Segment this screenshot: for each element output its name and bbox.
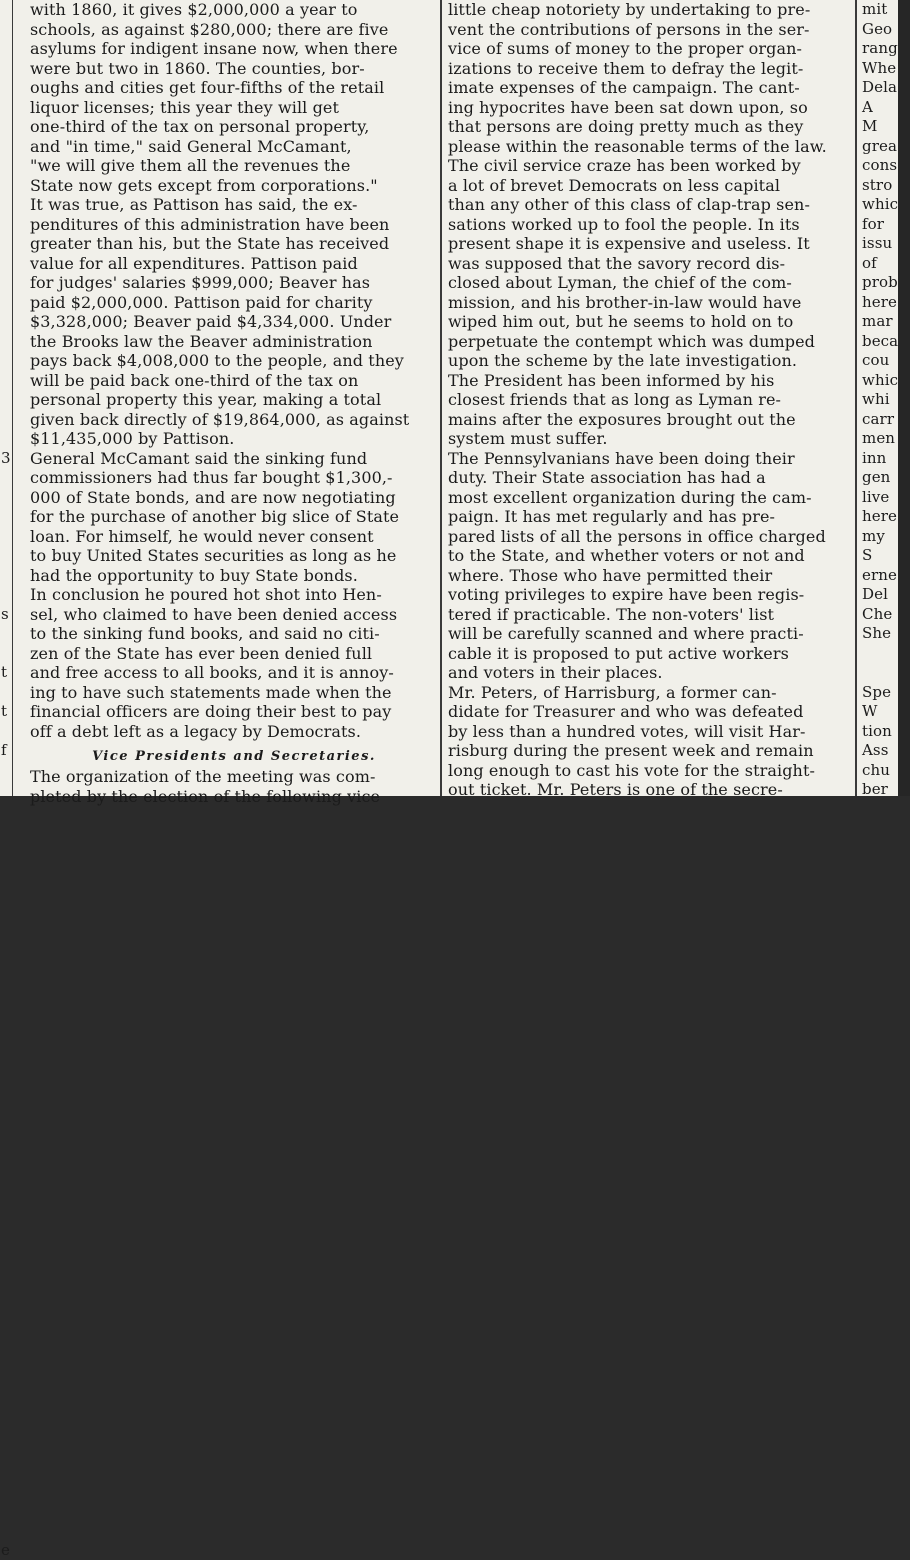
text-line: than any other of this class of clap-trap sen-: [448, 195, 851, 215]
margin-fragment: [0, 312, 12, 332]
text-line: duty. Their State association has had a: [448, 468, 851, 488]
margin-fragment: t: [0, 702, 12, 722]
text-line: Geo: [862, 20, 898, 40]
margin-fragment: [0, 390, 12, 410]
text-line: vice of sums of money to the proper organ-: [448, 39, 851, 59]
text-line: commissioners had thus far bought $1,300,-: [30, 468, 438, 488]
text-line: value for all expenditures. Pattison paid: [30, 254, 438, 274]
text-line: had the opportunity to buy State bonds.: [30, 566, 438, 586]
margin-fragment: [0, 722, 12, 742]
text-line: men: [862, 429, 898, 449]
margin-fragment: [0, 1346, 12, 1366]
margin-fragment: [0, 0, 12, 20]
text-line: prob: [862, 273, 898, 293]
right-column-fragment: [862, 0, 898, 800]
text-line: oughs and cities get four-fifths of the retail: [30, 78, 438, 98]
margin-fragment: [0, 1521, 12, 1541]
scan-edge: [898, 0, 910, 796]
margin-fragment: e: [0, 1541, 12, 1560]
text-line: chu: [862, 761, 898, 781]
margin-fragment: [0, 195, 12, 215]
margin-fragment: [0, 429, 12, 449]
margin-fragment: [0, 1131, 12, 1151]
margin-fragment: [0, 468, 12, 488]
text-line: tion: [862, 722, 898, 742]
text-line: most excellent organization during the cam-: [448, 488, 851, 508]
left-column: [30, 0, 438, 806]
margin-fragment: [0, 839, 12, 859]
text-line: wiped him out, but he seems to hold on to: [448, 312, 851, 332]
margin-fragment: [0, 371, 12, 391]
text-line: [862, 644, 898, 664]
text-line: inn: [862, 449, 898, 469]
text-line: carr: [862, 410, 898, 430]
margin-fragment: [0, 351, 12, 371]
text-line: cou: [862, 351, 898, 371]
text-line: voting privileges to expire have been regis-: [448, 585, 851, 605]
text-line: grea: [862, 137, 898, 157]
margin-fragment: f: [0, 741, 12, 761]
text-line: rang: [862, 39, 898, 59]
text-line: liquor licenses; this year they will get: [30, 98, 438, 118]
column-rule-1: [440, 0, 442, 796]
text-line: for: [862, 215, 898, 235]
text-line: and "in time," said General McCamant,: [30, 137, 438, 157]
margin-fragment: [0, 1190, 12, 1210]
margin-fragment: [0, 527, 12, 547]
margin-fragment: [0, 1092, 12, 1112]
margin-fragment: [0, 1170, 12, 1190]
text-line: perpetuate the contempt which was dumped: [448, 332, 851, 352]
text-line: Spe: [862, 683, 898, 703]
margin-fragment: [0, 936, 12, 956]
text-line: A: [862, 98, 898, 118]
margin-fragment: [0, 1034, 12, 1054]
text-line: didate for Treasurer and who was defeated: [448, 702, 851, 722]
text-line: vent the contributions of persons in the ser-: [448, 20, 851, 40]
margin-fragment: [0, 137, 12, 157]
text-line: whic: [862, 195, 898, 215]
text-line: The President has been informed by his: [448, 371, 851, 391]
middle-column: [448, 0, 851, 800]
margin-fragment: [0, 975, 12, 995]
margin-fragment: t: [0, 663, 12, 683]
margin-fragment: s: [0, 605, 12, 625]
text-line: cable it is proposed to put active workers: [448, 644, 851, 664]
text-line: imate expenses of the campaign. The cant-: [448, 78, 851, 98]
margin-fragment: [0, 1443, 12, 1463]
text-line: of: [862, 254, 898, 274]
text-line: system must suffer.: [448, 429, 851, 449]
text-line: Che: [862, 605, 898, 625]
text-line: Whe: [862, 59, 898, 79]
text-line: tered if practicable. The non-voters' list: [448, 605, 851, 625]
text-line: pared lists of all the persons in office charged: [448, 527, 851, 547]
text-line: pleted by the election of the following vice: [30, 787, 438, 807]
text-line: for judges' salaries $999,000; Beaver has: [30, 273, 438, 293]
text-line: paid $2,000,000. Pattison paid for charity: [30, 293, 438, 313]
margin-fragment: [0, 1502, 12, 1522]
text-line: "we will give them all the revenues the: [30, 156, 438, 176]
margin-fragment: [0, 1463, 12, 1483]
margin-fragment: [0, 156, 12, 176]
margin-fragment: [0, 20, 12, 40]
text-line: cons: [862, 156, 898, 176]
middle-column-text: [448, 0, 851, 800]
margin-fragment: [0, 819, 12, 839]
margin-fragment: [0, 897, 12, 917]
margin-fragment: 3: [0, 449, 12, 469]
margin-fragment: [0, 878, 12, 898]
margin-fragment: [0, 59, 12, 79]
text-line: It was true, as Pattison has said, the ex-: [30, 195, 438, 215]
text-line: gen: [862, 468, 898, 488]
text-line: personal property this year, making a total: [30, 390, 438, 410]
text-line: closest friends that as long as Lyman re-: [448, 390, 851, 410]
text-line: will be carefully scanned and where practi-: [448, 624, 851, 644]
text-line: [862, 663, 898, 683]
margin-fragment: [0, 1424, 12, 1444]
text-line: In conclusion he poured hot shot into Hen-: [30, 585, 438, 605]
margin-fragment: [0, 1014, 12, 1034]
margin-fragment: [0, 1229, 12, 1249]
margin-fragment: [0, 585, 12, 605]
margin-fragment: [0, 956, 12, 976]
text-line: one-third of the tax on personal property,: [30, 117, 438, 137]
column-rule-2: [855, 0, 857, 796]
text-line: to buy United States securities as long as he: [30, 546, 438, 566]
section-heading: Vice Presidents and Secretaries.: [30, 746, 438, 767]
text-line: The organization of the meeting was com-: [30, 767, 438, 787]
text-line: sel, who claimed to have been denied access: [30, 605, 438, 625]
text-line: mains after the exposures brought out the: [448, 410, 851, 430]
text-line: 000 of State bonds, and are now negotiating: [30, 488, 438, 508]
margin-fragment: [0, 1326, 12, 1346]
text-line: my: [862, 527, 898, 547]
margin-fragment: [0, 858, 12, 878]
margin-fragment: [0, 1112, 12, 1132]
text-line: here: [862, 293, 898, 313]
margin-fragment: [0, 1307, 12, 1327]
text-line: zen of the State has ever been denied full: [30, 644, 438, 664]
text-line: ing to have such statements made when the: [30, 683, 438, 703]
right-column-text: [862, 0, 898, 800]
text-line: stro: [862, 176, 898, 196]
margin-fragment: [0, 1404, 12, 1424]
left-edge-rule: [12, 0, 13, 796]
text-line: with 1860, it gives $2,000,000 a year to: [30, 0, 438, 20]
margin-fragment: [0, 254, 12, 274]
text-line: ing hypocrites have been sat down upon, so: [448, 98, 851, 118]
text-line: pays back $4,008,000 to the people, and they: [30, 351, 438, 371]
text-line: mit: [862, 0, 898, 20]
margin-fragment: [0, 1209, 12, 1229]
text-line: sations worked up to fool the people. In its: [448, 215, 851, 235]
margin-fragment: [0, 1073, 12, 1093]
text-line: $11,435,000 by Pattison.: [30, 429, 438, 449]
margin-fragment: [0, 683, 12, 703]
margin-fragment: [0, 176, 12, 196]
text-line: $3,328,000; Beaver paid $4,334,000. Under: [30, 312, 438, 332]
text-line: The civil service craze has been worked by: [448, 156, 851, 176]
text-line: to the sinking fund books, and said no citi-: [30, 624, 438, 644]
text-line: a lot of brevet Democrats on less capital: [448, 176, 851, 196]
text-line: S: [862, 546, 898, 566]
margin-fragment: [0, 800, 12, 820]
margin-fragment: [0, 761, 12, 781]
margin-fragment: [0, 546, 12, 566]
left-column-continued-text: [30, 767, 438, 806]
text-line: Del: [862, 585, 898, 605]
margin-fragment: [0, 1053, 12, 1073]
margin-fragment: [0, 644, 12, 664]
text-line: whic: [862, 371, 898, 391]
text-line: out ticket. Mr. Peters is one of the secre-: [448, 780, 851, 800]
text-line: were but two in 1860. The counties, bor-: [30, 59, 438, 79]
margin-fragment: [0, 1287, 12, 1307]
margin-fragment: [0, 780, 12, 800]
margin-fragment: [0, 410, 12, 430]
text-line: whi: [862, 390, 898, 410]
text-line: mission, and his brother-in-law would have: [448, 293, 851, 313]
left-margin-fragments: [0, 0, 12, 796]
text-line: Dela: [862, 78, 898, 98]
text-line: She: [862, 624, 898, 644]
margin-fragment: [0, 624, 12, 644]
text-line: greater than his, but the State has received: [30, 234, 438, 254]
text-line: that persons are doing pretty much as they: [448, 117, 851, 137]
text-line: ber: [862, 780, 898, 800]
text-line: to the State, and whether voters or not and: [448, 546, 851, 566]
text-line: beca: [862, 332, 898, 352]
text-line: paign. It has met regularly and has pre-: [448, 507, 851, 527]
text-line: Mr. Peters, of Harrisburg, a former can-: [448, 683, 851, 703]
margin-fragment: [0, 215, 12, 235]
margin-fragment: [0, 488, 12, 508]
margin-fragment: [0, 78, 12, 98]
text-line: was supposed that the savory record dis-: [448, 254, 851, 274]
text-line: penditures of this administration have been: [30, 215, 438, 235]
text-line: mar: [862, 312, 898, 332]
text-line: issu: [862, 234, 898, 254]
margin-fragment: [0, 117, 12, 137]
text-line: erne: [862, 566, 898, 586]
margin-fragment: [0, 332, 12, 352]
margin-fragment: [0, 39, 12, 59]
text-line: present shape it is expensive and useless. It: [448, 234, 851, 254]
text-line: will be paid back one-third of the tax on: [30, 371, 438, 391]
text-line: General McCamant said the sinking fund: [30, 449, 438, 469]
text-line: long enough to cast his vote for the straight-: [448, 761, 851, 781]
text-line: the Brooks law the Beaver administration: [30, 332, 438, 352]
text-line: Ass: [862, 741, 898, 761]
text-line: and voters in their places.: [448, 663, 851, 683]
margin-fragment: [0, 1365, 12, 1385]
text-line: given back directly of $19,864,000, as against: [30, 410, 438, 430]
margin-fragment: [0, 1268, 12, 1288]
text-line: please within the reasonable terms of the law.: [448, 137, 851, 157]
text-line: W: [862, 702, 898, 722]
margin-fragment: [0, 917, 12, 937]
text-line: here: [862, 507, 898, 527]
text-line: loan. For himself, he would never consent: [30, 527, 438, 547]
margin-fragment: [0, 293, 12, 313]
text-line: financial officers are doing their best to pay: [30, 702, 438, 722]
margin-fragment: [0, 507, 12, 527]
text-line: off a debt left as a legacy by Democrats.: [30, 722, 438, 742]
text-line: for the purchase of another big slice of State: [30, 507, 438, 527]
text-line: M: [862, 117, 898, 137]
text-line: by less than a hundred votes, will visit Har-: [448, 722, 851, 742]
text-line: upon the scheme by the late investigation.: [448, 351, 851, 371]
text-line: where. Those who have permitted their: [448, 566, 851, 586]
text-line: and free access to all books, and it is annoy-: [30, 663, 438, 683]
text-line: State now gets except from corporations.": [30, 176, 438, 196]
margin-fragment: [0, 995, 12, 1015]
text-line: live: [862, 488, 898, 508]
text-line: schools, as against $280,000; there are five: [30, 20, 438, 40]
margin-fragment: [0, 98, 12, 118]
margin-fragment: [0, 566, 12, 586]
text-line: little cheap notoriety by undertaking to pre-: [448, 0, 851, 20]
text-line: closed about Lyman, the chief of the com-: [448, 273, 851, 293]
margin-fragment: [0, 1248, 12, 1268]
text-line: The Pennsylvanians have been doing their: [448, 449, 851, 469]
text-line: izations to receive them to defray the legit-: [448, 59, 851, 79]
margin-fragment: [0, 1385, 12, 1405]
margin-fragment: [0, 234, 12, 254]
left-column-text: [30, 0, 438, 741]
margin-fragment: [0, 1482, 12, 1502]
margin-fragment: [0, 273, 12, 293]
text-line: risburg during the present week and remain: [448, 741, 851, 761]
text-line: asylums for indigent insane now, when there: [30, 39, 438, 59]
margin-fragment: [0, 1151, 12, 1171]
